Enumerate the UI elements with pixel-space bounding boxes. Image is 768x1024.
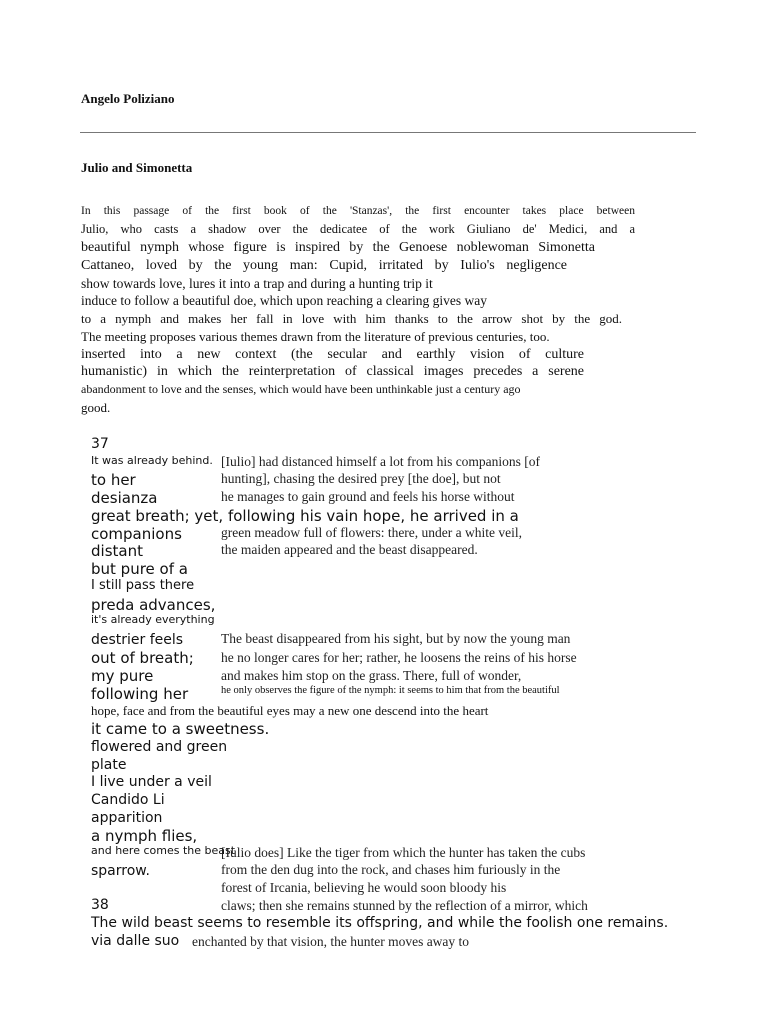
poem-line: it's already everything — [91, 613, 215, 626]
poem-line: plate — [91, 757, 127, 773]
paraphrase-line: claws; then she remains stunned by the reflection of a mirror, which — [221, 898, 588, 913]
poem-line: Candido Li — [91, 792, 165, 808]
poem-line: and here comes the beast — [91, 844, 236, 857]
paraphrase-line: hunting], chasing the desired prey [the doe], but not — [221, 471, 501, 486]
poem-line: to her — [91, 471, 136, 489]
poem-line: it came to a sweetness. — [91, 720, 270, 738]
poem-line: I still pass there — [91, 578, 195, 593]
paraphrase-line: he manages to gain ground and feels his horse without — [221, 489, 515, 504]
intro-line: show towards love, lures it into a trap and during a hunting trip it — [81, 276, 433, 291]
intro-line: Julio, who casts a shadow over the dedicatee of the work Giuliano de' Medici, and a — [81, 222, 635, 236]
poem-line: great breath; yet, following his vain hope, he arrived in a — [91, 507, 519, 525]
intro-line: Cattaneo, loved by the young man: Cupid, irritated by Iulio's negligence — [81, 258, 567, 273]
intro-line: induce to follow a beautiful doe, which upon reaching a clearing gives way — [81, 293, 487, 308]
poem-line: distant — [91, 542, 143, 560]
paraphrase-line: he no longer cares for her; rather, he loosens the reins of his horse — [221, 650, 577, 665]
intro-line: In this passage of the first book of the 'Stanzas', the first encounter takes place between — [81, 205, 635, 217]
poem-line: via dalle suo — [91, 933, 180, 949]
paraphrase-line: from the den dug into the rock, and chases him furiously in the — [221, 862, 561, 877]
poem-line: a nymph flies, — [91, 827, 198, 845]
paraphrase-line: and makes him stop on the grass. There, full of wonder, — [221, 668, 522, 683]
intro-line: good. — [81, 400, 111, 415]
poem-line: preda advances, — [91, 596, 216, 614]
poem-line: companions — [91, 525, 182, 543]
poem-line: flowered and green — [91, 739, 228, 755]
paraphrase-line: The beast disappeared from his sight, but by now the young man — [221, 631, 571, 646]
author-name: Angelo Poliziano — [81, 91, 175, 106]
poem-line: hope, face and from the beautiful eyes may a new one descend into the heart — [91, 703, 489, 718]
section-title: Julio and Simonetta — [81, 160, 193, 175]
paraphrase-line: [Iulio does] Like the tiger from which the hunter has taken the cubs — [221, 845, 586, 860]
intro-line: to a nymph and makes her fall in love with him thanks to the arrow shot by the god. — [81, 311, 622, 326]
stanza-number: 37 — [91, 436, 109, 452]
paraphrase-line: green meadow full of flowers: there, under a white veil, — [221, 525, 523, 540]
poem-line: out of breath; — [91, 649, 194, 667]
intro-line: beautiful nymph whose figure is inspired by the Genoese noblewoman Simonetta — [81, 240, 595, 255]
poem-line: apparition — [91, 810, 163, 826]
paraphrase-line: the maiden appeared and the beast disappeared. — [221, 542, 478, 557]
poem-line: my pure — [91, 667, 154, 685]
intro-line: humanistic) in which the reinterpretation of classical images precedes a serene — [81, 364, 584, 379]
poem-line: I live under a veil — [91, 774, 212, 790]
poem-line: It was already behind. — [91, 454, 213, 467]
intro-line: abandonment to love and the senses, which would have been unthinkable just a century ago — [81, 382, 521, 396]
intro-line: The meeting proposes various themes drawn from the literature of previous centuries, too. — [81, 329, 550, 344]
poem-line: destrier feels — [91, 632, 184, 648]
poem-line: desianza — [91, 489, 158, 507]
horizontal-divider — [80, 132, 696, 133]
paraphrase-line: forest of Ircania, believing he would soon bloody his — [221, 880, 507, 895]
paraphrase-line: [Iulio] had distanced himself a lot from his companions [of — [221, 454, 541, 469]
poem-line: The wild beast seems to resemble its offspring, and while the foolish one remains. — [91, 915, 669, 931]
stanza-number: 38 — [91, 897, 109, 913]
poem-line: following her — [91, 685, 189, 703]
paraphrase-line: he only observes the figure of the nymph: it seems to him that from the beautiful — [221, 685, 560, 696]
intro-line: inserted into a new context (the secular and earthly vision of culture — [81, 347, 584, 362]
poem-line: but pure of a — [91, 560, 188, 578]
paraphrase-line: enchanted by that vision, the hunter moves away to — [192, 934, 470, 949]
poem-line: sparrow. — [91, 863, 150, 879]
